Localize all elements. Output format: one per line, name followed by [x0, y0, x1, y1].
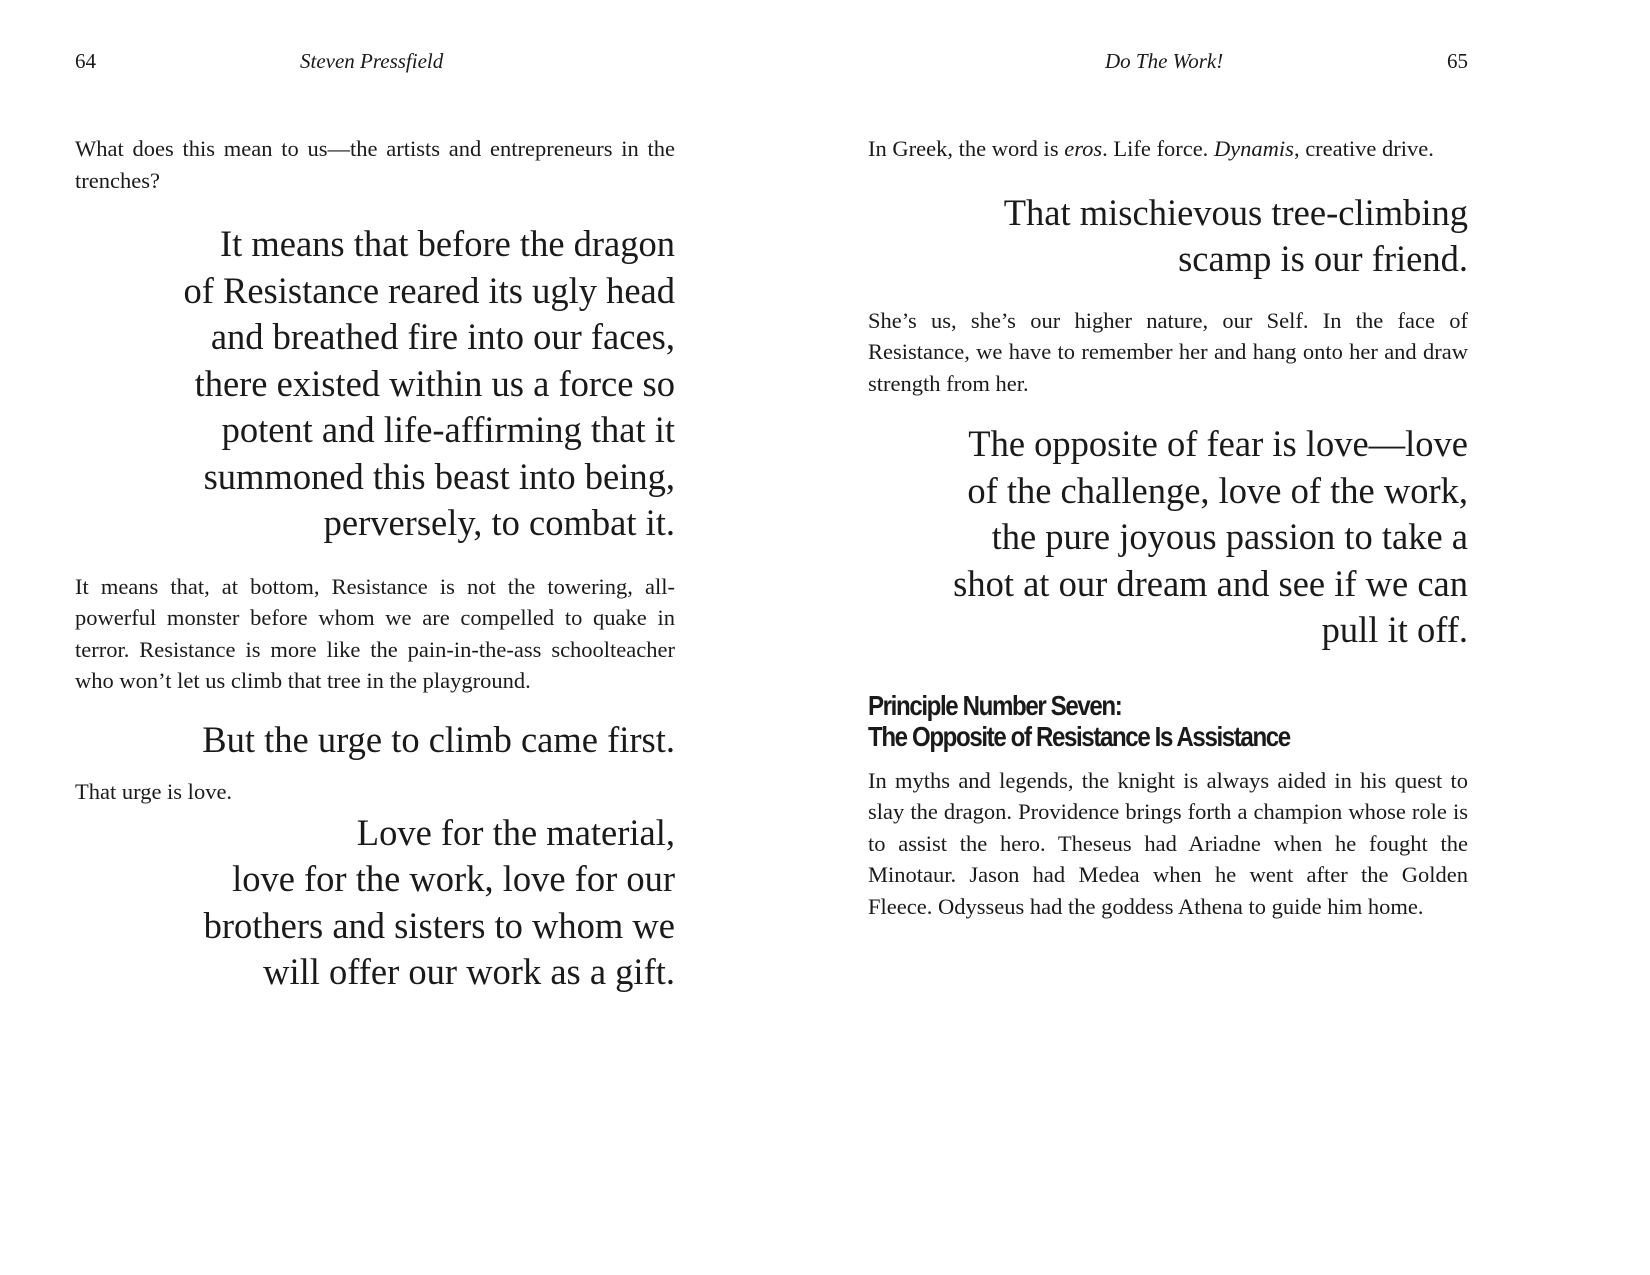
page-number: 64: [75, 49, 96, 73]
body-paragraph: What does this mean to us—the artists and entrepreneurs in the trenches?: [75, 136, 675, 193]
pull-quote-line: and breathed fire into our faces,: [210, 316, 675, 357]
pull-quote-line: of Resistance reared its ugly head: [183, 269, 675, 311]
pull-quote-line: of the challenge, love of the work,: [967, 469, 1468, 511]
running-head-title: Do The Work!: [1105, 49, 1224, 73]
pull-quote-line: It means that before the dragon: [219, 223, 675, 264]
right-page-header: [868, 46, 1468, 76]
pull-quote-line: scamp is our friend.: [1178, 238, 1468, 279]
body-paragraph: [868, 133, 1468, 165]
pull-quote-line: The opposite of fear is love—love: [968, 423, 1468, 464]
pull-quote-line: perversely, to combat it.: [323, 502, 675, 543]
left-page-content: [75, 133, 675, 996]
pull-quote: [75, 717, 675, 764]
pull-quote-line: the pure joyous passion to take a: [991, 516, 1468, 557]
pull-quote-line: will offer our work as a gift.: [263, 951, 675, 992]
section-heading: [868, 690, 1384, 752]
body-paragraph: It means that, at bottom, Resistance is not the towering, all-powerful monster before whom we are compelled to quake in terror. Resistance is more like the pain-in-the-ass schoolteacher who won’t let us climb that tree in the playground.: [75, 573, 675, 693]
body-text-run: In Greek, the word is: [868, 136, 1065, 161]
body-paragraph: In myths and legends, the knight is always aided in his quest to slay the dragon. Providence brings forth a champion whose role is to assist the hero. Theseus had Ariadne when he fought the Minotaur. Jason had Medea when he went after the Golden Fleece. Odysseus had the goddess Athena to guide him home.: [868, 767, 1468, 919]
body-text-run: , creative drive.: [1293, 136, 1434, 161]
pull-quote-line: brothers and sisters to whom we: [203, 904, 675, 946]
right-page: [868, 0, 1468, 1275]
body-paragraph: That urge is love.: [75, 779, 233, 804]
pull-quote-line: But the urge to climb came first.: [202, 718, 675, 760]
pull-quote-line: summoned this beast into being,: [203, 455, 675, 497]
pull-quote-line: shot at our dream and see if we can: [953, 562, 1468, 604]
section-heading-line: Principle Number Seven:: [868, 689, 1122, 721]
pull-quote: [75, 810, 675, 996]
left-page-header: [75, 46, 675, 76]
body-text-run: . Life force.: [1102, 136, 1214, 161]
pull-quote-line: there existed within us a force so: [194, 362, 675, 404]
pull-quote-line: potent and life-affirming that it: [221, 409, 675, 450]
emphasis-eros: eros: [1064, 136, 1103, 161]
section-heading-line: The Opposite of Resistance Is Assistance: [868, 720, 1290, 752]
pull-quote-line: love for the work, love for our: [232, 858, 675, 899]
page-number: 65: [1447, 49, 1468, 73]
body-paragraph: She’s us, she’s our higher nature, our Self. In the face of Resistance, we have to remember her and hang onto her and draw strength from her.: [868, 307, 1468, 396]
emphasis-dynamis: Dynamis: [1213, 136, 1294, 161]
left-page: [75, 0, 675, 1275]
pull-quote: [868, 421, 1468, 654]
pull-quote: [868, 190, 1468, 283]
pull-quote-line: pull it off.: [1321, 609, 1468, 650]
pull-quote-line: That mischievous tree-climbing: [1003, 191, 1468, 233]
running-head-author: Steven Pressfield: [300, 49, 444, 73]
right-page-content: [868, 133, 1468, 922]
pull-quote-line: Love for the material,: [356, 811, 675, 853]
pull-quote: [75, 221, 675, 547]
